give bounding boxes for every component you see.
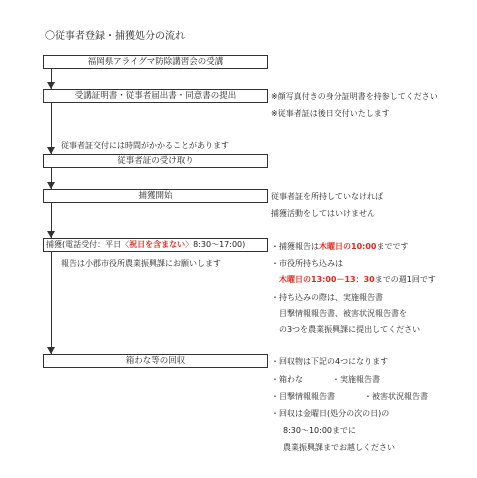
arrow-down-icon xyxy=(47,231,55,238)
note-item-trap: ・箱わな xyxy=(271,375,303,384)
step-box-license-receipt: 従事者証の受け取り xyxy=(43,154,268,168)
note-report-contact: 報告は小郡市役所農業振興課にお願いします xyxy=(61,259,221,268)
report-deadline-pre: ・捕獲報告は xyxy=(271,242,319,251)
note-report-deadline xyxy=(271,241,408,252)
note-license-required-2: 捕獲活動をしてはいけません xyxy=(271,209,375,218)
note-item-damage: ・被害状況報告書 xyxy=(364,392,428,401)
dropoff-frequency: までの週1回です xyxy=(374,275,436,284)
flow-line xyxy=(51,67,52,357)
capture-prefix: 捕獲(電話受付：平日〈 xyxy=(46,240,130,249)
note-collection-day: ・回収は金曜日(処分の次の日)の xyxy=(271,409,390,418)
note-collection-items: ・回収物は下記の4つになります xyxy=(271,357,389,366)
note-dropoff-time xyxy=(279,274,436,285)
step-box-capture-start: 捕獲開始 xyxy=(43,189,268,203)
note-documents-1: ・持ち込みの際は、実施報告書 xyxy=(271,293,383,302)
step-box-trap-collection: 箱わな等の回収 xyxy=(43,354,268,368)
capture-holiday-note: 祝日を含まない xyxy=(129,240,186,249)
arrow-down-icon xyxy=(47,182,55,189)
note-item-sighting: ・目撃情報報告書 xyxy=(271,392,335,401)
note-collection-place: 農業振興課までお越しください xyxy=(283,443,395,452)
note-documents-2: 目撃情報報告書、被害状況報告書を xyxy=(279,309,407,318)
note-issuance-time: 従事者証交付には時間がかかることがあります xyxy=(61,141,229,150)
note-license-required-1: 従事者証を所持していなければ xyxy=(271,192,383,201)
note-id-required: ※顔写真付きの身分証明書を持参してください xyxy=(271,92,438,101)
note-item-report: ・実施報告書 xyxy=(332,375,380,384)
capture-suffix: 〉8:30～17:00) xyxy=(185,240,246,249)
arrow-down-icon xyxy=(47,82,55,89)
step-box-submission: 受講証明書・従事者届出書・同意書の提出 xyxy=(43,89,268,103)
note-documents-3: の3つを農業振興課に提出してください xyxy=(279,325,421,334)
note-collection-time: 8:30～10:00までに xyxy=(283,426,357,435)
arrow-down-icon xyxy=(47,147,55,154)
arrow-down-icon xyxy=(47,347,55,354)
step-box-course: 福岡県アライグマ防除講習会の受講 xyxy=(43,55,268,69)
step-box-capture xyxy=(43,238,268,252)
report-deadline-post: までです xyxy=(376,242,409,251)
dropoff-time: 木曜日の13:00－13：30 xyxy=(279,275,375,284)
report-deadline-time: 木曜日の10:00 xyxy=(319,242,377,251)
page-title: 〇従事者登録・捕獲処分の流れ xyxy=(45,31,185,42)
note-dropoff: ・市役所持ち込みは xyxy=(271,259,343,268)
note-license-later: ※従事者証は後日交付いたします xyxy=(271,109,390,118)
